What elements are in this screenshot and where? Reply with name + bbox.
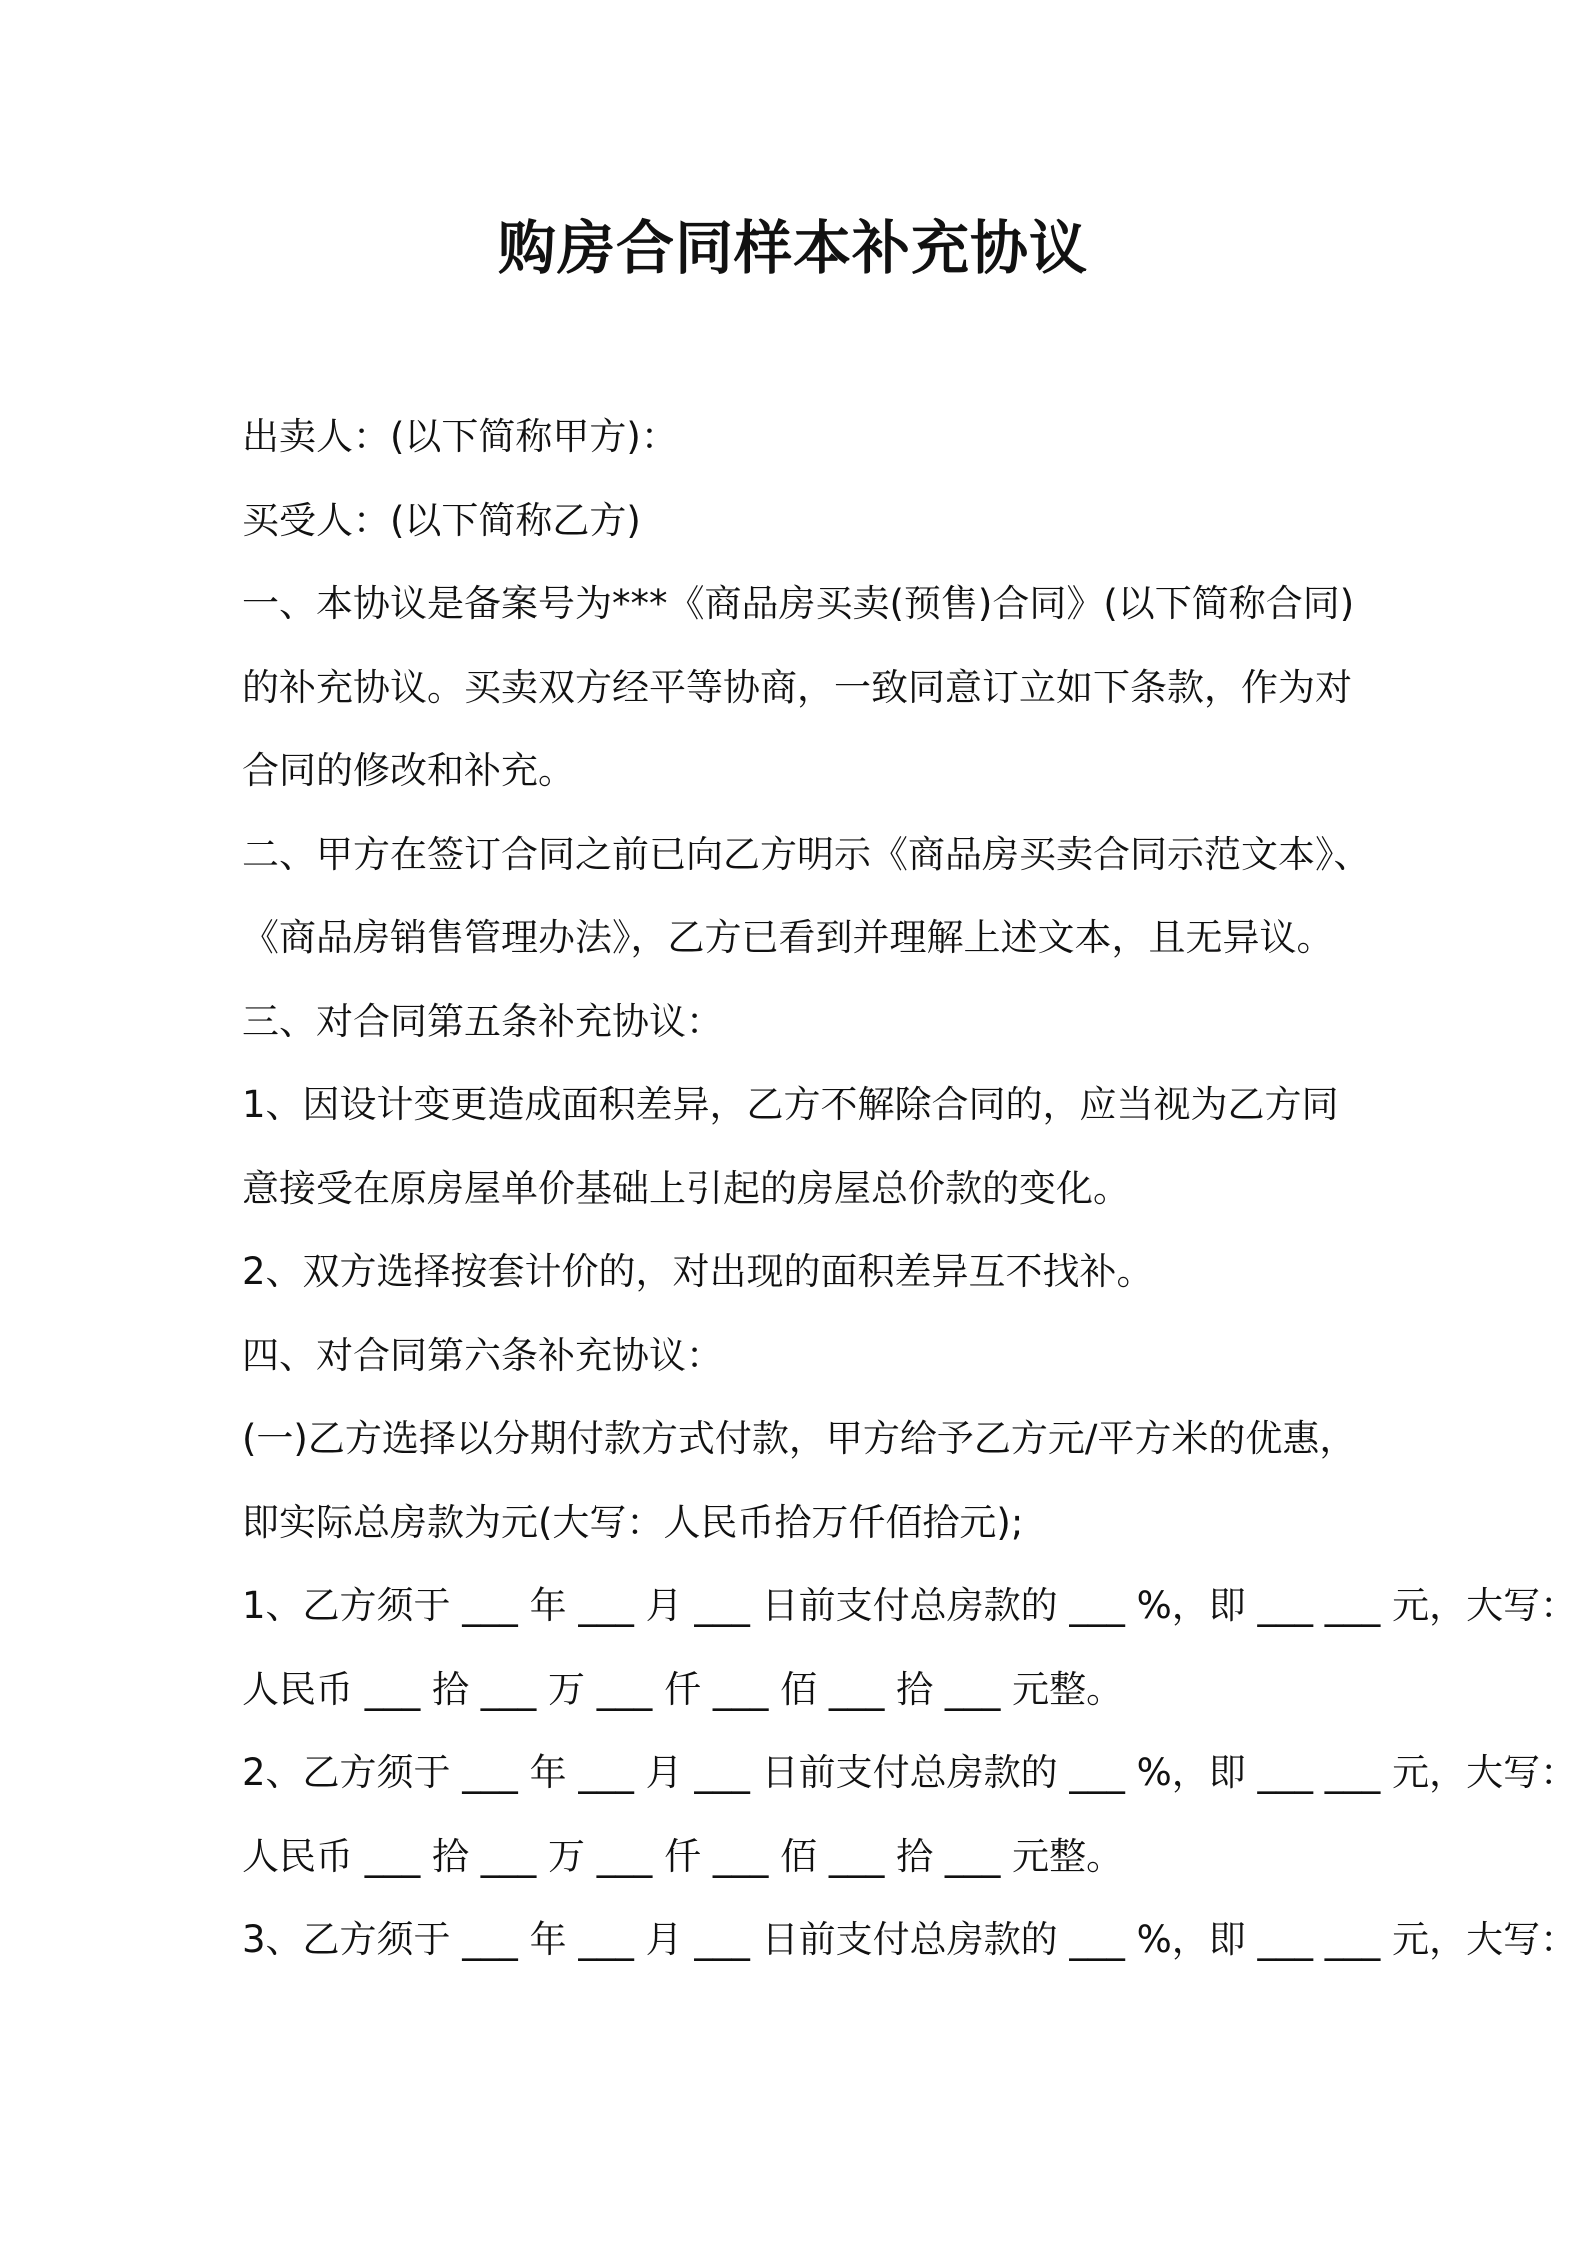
clause-4-sub-1-line-2: 即实际总房款为元(大写：人民币拾万仟佰拾元);	[242, 1500, 1024, 1544]
clause-3-item-1-line-2: 意接受在原房屋单价基础上引起的房屋总价款的变化。	[242, 1166, 1130, 1210]
document-body	[242, 407, 1578, 1994]
seller-line: 出卖人：(以下简称甲方)：	[242, 415, 678, 458]
clause-1-line-2: 的补充协议。买卖双方经平等协商，一致同意订立如下条款，作为对	[242, 665, 1352, 709]
clause-4-heading: 四、对合同第六条补充协议：	[242, 1333, 723, 1377]
clause-3-item-1-line-1: 1、因设计变更造成面积差异，乙方不解除合同的，应当视为乙方同	[242, 1083, 1339, 1126]
installment-2-line-1: 2、乙方须于 ___ 年 ___ 月 ___ 日前支付总房款的 ___ %，即 ___ ___ 元，大写：	[242, 1751, 1578, 1794]
installment-1-line-1: 1、乙方须于 ___ 年 ___ 月 ___ 日前支付总房款的 ___ %，即 ___ ___ 元，大写：	[242, 1584, 1578, 1627]
clause-2-line-1: 二、甲方在签订合同之前已向乙方明示《商品房买卖合同示范文本》、	[242, 832, 1371, 876]
buyer-line: 买受人：(以下简称乙方)	[242, 498, 641, 542]
clause-1-line-3: 合同的修改和补充。	[242, 749, 575, 792]
clause-3-item-2: 2、双方选择按套计价的，对出现的面积差异互不找补。	[242, 1250, 1154, 1293]
document-title: 购房合同样本补充协议	[497, 214, 1088, 282]
clause-2-line-2: 《商品房销售管理办法》，乙方已看到并理解上述文本，且无异议。	[242, 916, 1334, 959]
clause-3-heading: 三、对合同第五条补充协议：	[242, 999, 723, 1043]
clause-1-line-1: 一、本协议是备案号为***《商品房买卖(预售)合同》(以下简称合同)	[242, 582, 1355, 625]
clause-4-sub-1-line-1: (一)乙方选择以分期付款方式付款，甲方给予乙方元/平方米的优惠，	[242, 1417, 1357, 1460]
installment-3-line-1: 3、乙方须于 ___ 年 ___ 月 ___ 日前支付总房款的 ___ %，即 ___ ___ 元，大写：	[242, 1918, 1578, 1961]
installment-1-line-2: 人民币 ___ 拾 ___ 万 ___ 仟 ___ 佰 ___ 拾 ___ 元整。	[242, 1667, 1124, 1711]
installment-2-line-2: 人民币 ___ 拾 ___ 万 ___ 仟 ___ 佰 ___ 拾 ___ 元整。	[242, 1834, 1124, 1878]
